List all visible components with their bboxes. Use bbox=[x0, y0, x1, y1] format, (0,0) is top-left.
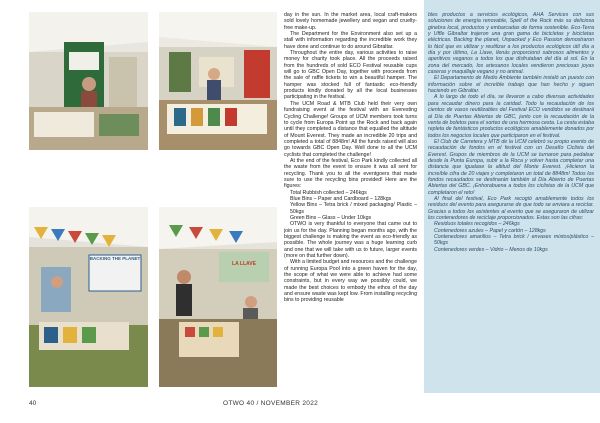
list-item: Yellow Bins – Tetra brick / mixed packaging/ Plastic – 50kgs bbox=[290, 202, 417, 215]
body-paragraph: A lo largo de todo el día, se llevaron a cabo diversas actividades para recaudar dinero para la caridad. Todo la recaudación de los cientos de vasos reutilizables del Festival ECO vendidos se destinará al Día de Puertas Abiertas de GBC, junto con la recaudación de la venta de boletos para el sorteo de una hermosa cesta. La cesta estaba repleta de fantásticos productos ecológicos amablemente donados por todos los negocios locales que participaron en el festival. bbox=[428, 94, 594, 139]
backing-the-planet-stall-photo bbox=[29, 207, 148, 387]
body-paragraph: With a limited budget and resources and the challenge of running Europa Pool into a green haven for the day, the scope of what we were able to achieve had some constraints, but in every way we possibly could, we made the best choices to embody the ethos of the day and ensure waste was kept low. From installing recycling bins to providing reusable bbox=[284, 259, 417, 304]
photo-3-sign-text: BACKING THE PLANET bbox=[89, 256, 141, 261]
list-item: Blue Bins – Paper and Cardboard – 128kgs bbox=[290, 195, 392, 202]
list-item: Contenedores azules – Papel y cartón – 128kgs bbox=[434, 227, 546, 234]
footer-title: OTWO 40 / NOVEMBER 2022 bbox=[223, 400, 319, 407]
list-item: Contenedores verdes – Vidrio – Menos de 10kgs bbox=[434, 246, 548, 253]
festival-stall-photo-1 bbox=[29, 12, 148, 150]
photo-4-sign-text: LA LLAVE bbox=[232, 261, 256, 267]
body-paragraph: Throughout the entire day, various activities to raise money for charity took place. All the proceeds raised from the hundreds of sold ECO Festival reusable cups will go to GBC Open Day, together with proceeds from the sale of raffle tickets to win a beautiful hamper. The hamper was stocked full of fantastic eco-friendly products kindly donated by all the local businesses participating in the festival. bbox=[284, 50, 417, 101]
body-paragraph: day in the sun. In the market area, local craft-makers sold lovely homemade jewellery and vegan and cruelty-free make-up. bbox=[284, 12, 417, 31]
recycling-figures-list-spanish bbox=[428, 221, 594, 253]
body-paragraph: El Departamento de Medio Ambiente también instaló un puesto con información sobre el increíble trabajo que han hecho y siguen haciendo en Gibraltar. bbox=[428, 75, 594, 95]
list-item: Residuos totales recogidos – 246kgs bbox=[434, 221, 520, 228]
list-item: Contenedores amarillos – Tetra brick / envases mixtos/plástico – 50kgs bbox=[434, 234, 594, 247]
body-paragraph: OTWO is very thankful to everyone that came out to join us for the day. Planning began months ago, with the biggest challenge is making the event as eco-friendly as possible. The whole journey was a huge learning curb and one that we will take with us to future, larger events (more on that further down). bbox=[284, 221, 417, 260]
article-body-spanish bbox=[428, 12, 594, 392]
recycling-figures-list bbox=[284, 190, 417, 222]
la-llave-stall-photo bbox=[159, 207, 277, 387]
body-paragraph: The Department for the Environment also set up a stall with information regarding the incredible work they have done and continue to do around Gibraltar. bbox=[284, 31, 417, 50]
list-item: Total Rubbish collected – 246kgs bbox=[290, 189, 367, 196]
body-paragraph: Al final del festival, Eco Park recogió amablemente todos los residuos del evento para asegurarse de que todo se enviara a reciclar. Gracias a todos los asistentes al evento que se aseguraron de utilizar los contenedores de reciclaje proporcionados. Estas son las cifras: bbox=[428, 195, 594, 221]
festival-stall-photo-2 bbox=[159, 12, 277, 150]
body-paragraph: At the end of the festival, Eco Park kindly collected all the waste from the event to ensure it was all sent for recycling. Thank you to all the eventgoers that made sure to use the recycling bins provided! Here are the figures: bbox=[284, 157, 417, 190]
body-paragraph: El Club de Carretera y MTB de la UCM celebró su propio evento de recaudación de fondos en el festival con un Desafío Ciclista del Everest. Grupos de miembros de la UCM se turnaron para pedalear desde la Punta Europa, subir a la Roca y volver hasta completar una distancia que igualase la altitud del Monte Everest. ¡Hicieron la increíble cifra de 20 viajes y completaron un total de 8848m! Todos los fondos recaudados se destinarán también al Día Abierto de Puertas Abiertas del GBC. ¡Enhorabuena a todos los ciclistas de la UCM que completaron el reto! bbox=[428, 138, 594, 196]
article-body-english bbox=[284, 12, 417, 394]
body-paragraph: The UCM Road & MTB Club held their very own fundraising event at the festival with an Everesting Cycling Challenge! Groups of UCM members took turns to cycle from Europa Point up the Rock and back again until they completed a distance that equalled the altitude of Mount Everest. They made an incredible 20 trips and completed a total of 8848m! All the funds raised will also go towards GBC Open Day. Well done to all the UCM cyclists that completed the challenge! bbox=[284, 100, 417, 158]
page-number: 40 bbox=[29, 400, 37, 407]
list-item: Green Bins – Glass – Under 10kgs bbox=[290, 215, 372, 221]
body-paragraph: bles productos a servicios ecológicos, AHA Services con sus soluciones de energía renovable, Spell of the Rock más su deliciosa ginebra local, productos y embarcadas de forma sostenible. Eco-Terra y Uffle Gibraltar trajeron una gran gama de bicicletas y bicicletas eléctricas. Backing the planet, Unpacked y Eco Passion demostraron lo fácil que es utilizar y reutilizar a los productos ecológicos útil día a día y por último, La Llave, llenás proporcionó sabrosos alimentos y aperitivos veganos a todos los que disfrutaban del día al sol. En la zona del mercado, los artesanos locales vendieron preciosas joyas caseras y maquillaje vegano y no animal. bbox=[428, 12, 594, 76]
